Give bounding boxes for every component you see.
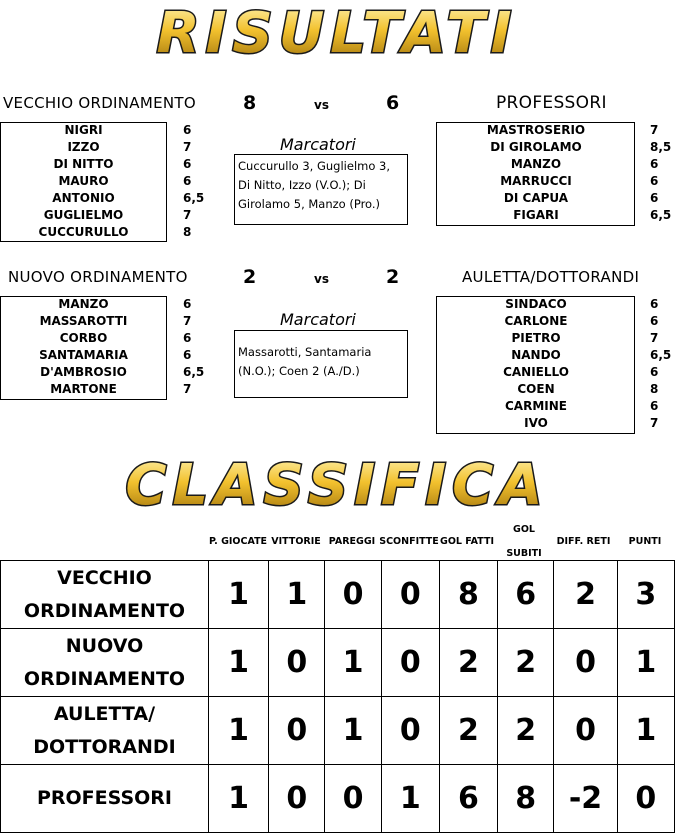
player-vote: 6 — [650, 174, 659, 188]
standings-team — [1, 765, 209, 833]
standings-value: 1 — [209, 561, 269, 629]
match1-home-score: 8 — [243, 92, 257, 114]
standings-value: 0 — [554, 697, 617, 765]
player-vote: 8 — [650, 382, 659, 396]
standings-value: 2 — [554, 561, 617, 629]
standings-value: 0 — [381, 629, 439, 697]
match1-away-score: 6 — [386, 92, 400, 114]
standings-title-banner — [0, 450, 675, 516]
player-name: CARMINE — [505, 399, 567, 413]
standings-team-line1: PROFESSORI — [36, 787, 173, 809]
player-name: PIETRO — [511, 331, 561, 345]
player-name: MAURO — [58, 174, 109, 188]
player-vote: 6 — [183, 174, 192, 188]
standings-header-cell: DIFF. RETI — [556, 536, 611, 547]
standings-value: 1 — [209, 765, 269, 833]
match2-away-team: AULETTA/DOTTORANDI — [462, 268, 640, 286]
standings-value: 1 — [617, 697, 674, 765]
player-name: IVO — [524, 416, 548, 430]
player-name: MASTROSERIO — [486, 123, 586, 137]
match2-scorers: Massarotti, Santamaria (N.O.); Coen 2 (A./D.) — [234, 330, 408, 398]
standings-value: 6 — [439, 765, 497, 833]
standings-title: CLASSIFICA — [125, 453, 549, 516]
player-name: NIGRI — [64, 123, 103, 137]
standings-value: 0 — [269, 697, 325, 765]
results-title-banner — [0, 0, 675, 66]
player-vote: 6 — [650, 157, 659, 171]
player-vote: 6 — [183, 331, 192, 345]
standings-value: -2 — [554, 765, 617, 833]
player-name: NANDO — [511, 348, 561, 362]
standings-value: 0 — [554, 629, 617, 697]
player-vote: 7 — [650, 123, 659, 137]
player-vote: 6 — [183, 157, 192, 171]
standings-value: 1 — [617, 629, 674, 697]
player-name: GUGLIELMO — [43, 208, 124, 222]
player-name: MASSAROTTI — [39, 314, 128, 328]
standings-value: 1 — [381, 765, 439, 833]
player-vote: 6,5 — [650, 208, 672, 222]
standings-team — [1, 697, 209, 765]
standings-value: 2 — [439, 629, 497, 697]
player-name: COEN — [517, 382, 555, 396]
player-name: DI NITTO — [53, 157, 114, 171]
player-name: DI CAPUA — [503, 191, 569, 205]
player-vote: 7 — [183, 140, 192, 154]
player-name: D'AMBROSIO — [40, 365, 127, 379]
standings-row — [1, 629, 675, 697]
standings-team-line2: DOTTORANDI — [33, 735, 176, 758]
standings-value: 0 — [269, 765, 325, 833]
standings-value: 6 — [498, 561, 554, 629]
player-vote: 6 — [183, 123, 192, 137]
standings-team-line1: NUOVO — [65, 634, 144, 657]
player-name: SANTAMARIA — [39, 348, 128, 362]
match2-home-team: NUOVO ORDINAMENTO — [8, 268, 188, 286]
standings-header-cell: SCONFITTE — [379, 536, 439, 547]
player-vote: 7 — [650, 416, 659, 430]
player-name: IZZO — [67, 140, 100, 154]
player-name: MARRUCCI — [500, 174, 572, 188]
match1-scorers-title: Marcatori — [280, 135, 356, 154]
match1-scorers: Cuccurullo 3, Guglielmo 3, Di Nitto, Izzo (V.O.); Di Girolamo 5, Manzo (Pro.) — [234, 154, 408, 225]
player-name: CUCCURULLO — [38, 225, 129, 239]
standings-value: 1 — [269, 561, 325, 629]
player-vote: 6,5 — [183, 365, 205, 379]
standings-row — [1, 765, 675, 833]
player-vote: 6,5 — [183, 191, 205, 205]
standings-team — [1, 629, 209, 697]
standings-team-line1: AULETTA/ — [53, 702, 156, 725]
player-name: SINDACO — [505, 297, 567, 311]
standings-value: 1 — [209, 629, 269, 697]
player-vote: 6 — [650, 314, 659, 328]
player-vote: 7 — [183, 208, 192, 222]
standings-value: 2 — [498, 629, 554, 697]
player-name: MANZO — [510, 157, 562, 171]
standings-value: 1 — [325, 629, 381, 697]
player-name: FIGARI — [513, 208, 559, 222]
standings-value: 8 — [498, 765, 554, 833]
player-vote: 6 — [183, 348, 192, 362]
player-vote: 8 — [183, 225, 192, 239]
player-vote: 6,5 — [650, 348, 672, 362]
player-name: MANZO — [58, 297, 109, 311]
standings-header-cell: PUNTI — [628, 536, 662, 547]
standings-team-line2: ORDINAMENTO — [23, 599, 186, 622]
standings-value: 0 — [269, 629, 325, 697]
match2-away-score: 2 — [386, 266, 400, 288]
standings-header-cell: P. GIOCATE — [208, 536, 268, 547]
player-name: ANTONIO — [52, 191, 115, 205]
standings-value: 0 — [617, 765, 674, 833]
match1-away-team: PROFESSORI — [496, 93, 607, 113]
player-name: CORBO — [59, 331, 108, 345]
standings-header-cell: GOL SUBITI — [506, 524, 542, 559]
player-vote: 7 — [183, 382, 192, 396]
match2-scorers-title: Marcatori — [280, 310, 356, 329]
standings-team-line2: ORDINAMENTO — [23, 667, 186, 690]
standings-header-cell: GOL FATTI — [440, 536, 494, 547]
standings-row — [1, 697, 675, 765]
player-name: CANIELLO — [503, 365, 569, 379]
standings-value: 3 — [617, 561, 674, 629]
standings-header-cell: PAREGGI — [328, 536, 376, 547]
player-vote: 6 — [650, 365, 659, 379]
standings-header-cell: VITTORIE — [271, 536, 321, 547]
player-vote: 8,5 — [650, 140, 672, 154]
player-vote: 6 — [650, 191, 659, 205]
match2-vs: vs — [314, 272, 329, 286]
player-vote: 7 — [183, 314, 192, 328]
standings-team-line1: VECCHIO — [57, 566, 152, 589]
standings-value: 0 — [325, 765, 381, 833]
match1-home-team: VECCHIO ORDINAMENTO — [3, 94, 196, 112]
results-title: RISULTATI — [156, 1, 518, 66]
match2-home-score: 2 — [243, 266, 257, 288]
match1-vs: vs — [314, 98, 329, 112]
player-vote: 7 — [650, 331, 659, 345]
standings-value: 2 — [439, 697, 497, 765]
standings-value: 0 — [381, 697, 439, 765]
standings-value: 0 — [325, 561, 381, 629]
player-name: CARLONE — [504, 314, 568, 328]
standings-value: 1 — [325, 697, 381, 765]
standings-table — [0, 560, 675, 833]
player-name: MARTONE — [50, 382, 117, 396]
standings-value: 8 — [439, 561, 497, 629]
standings-row — [1, 561, 675, 629]
player-vote: 6 — [650, 399, 659, 413]
player-vote: 6 — [183, 297, 192, 311]
standings-value: 0 — [381, 561, 439, 629]
standings-value: 1 — [209, 697, 269, 765]
player-vote: 6 — [650, 297, 659, 311]
standings-team — [1, 561, 209, 629]
standings-value: 2 — [498, 697, 554, 765]
player-name: DI GIROLAMO — [490, 140, 582, 154]
